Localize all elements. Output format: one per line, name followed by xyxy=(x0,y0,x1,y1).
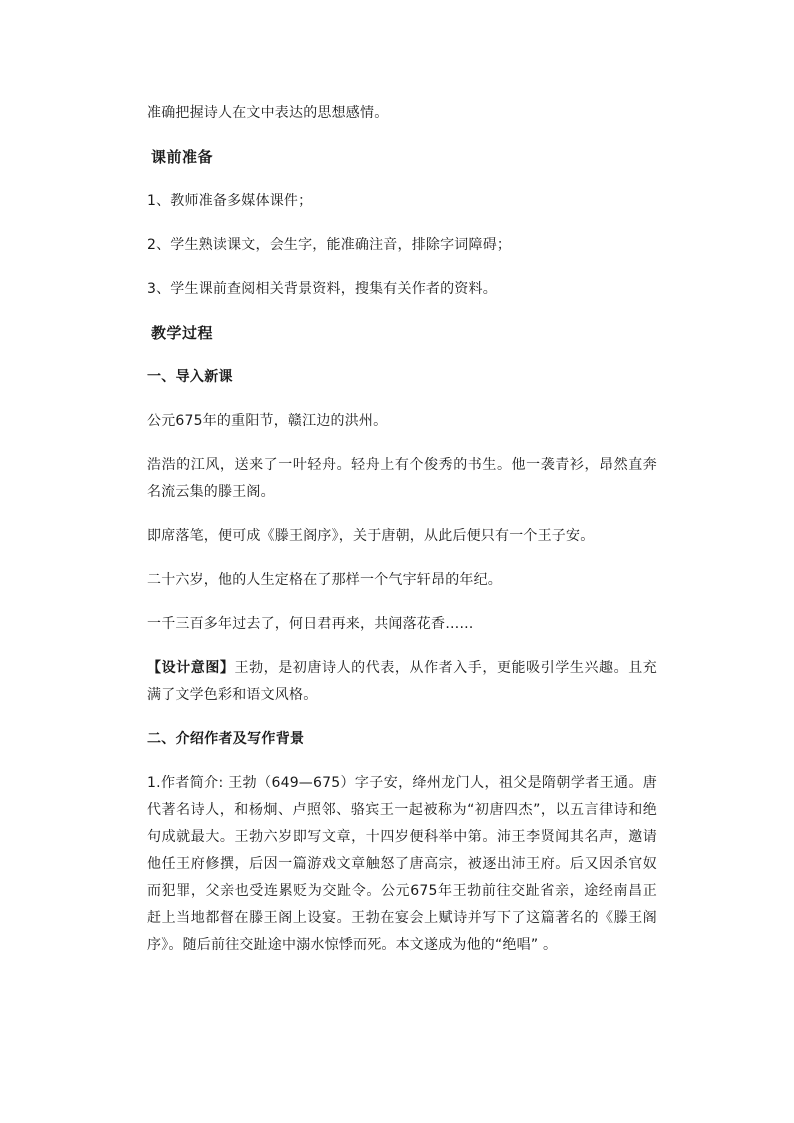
process-heading: 教学过程 xyxy=(151,324,214,342)
author-intro-paragraph: 1.作者简介: 王勃（649—675）字子安，绛州龙门人，祖父是隋朝学者王通。唐代著名诗人，和杨炯、卢照邻、骆宾王一起被称为“初唐四杰”，以五言律诗和绝句成就最大。王勃六岁即写文章，十四岁便科举中第。沛王李贤闻其名声，邀请他任王府修撰，后因一篇游戏文章触怒了唐高宗，被逐出沛王府。后又因杀官奴而犯罪，父亲也受连累贬为交趾令。公元675年王勃前往交趾省亲，途经南昌正赶上当地都督在滕王阁上设宴。王勃在宴会上赋诗并写下了这篇著名的《滕王阁序》。随后前往交趾途中溺水惊悸而死。本文遂成为他的“绝唱” 。 xyxy=(147,775,657,953)
section2-heading: 二、介绍作者及写作背景 xyxy=(147,731,305,747)
section1-paragraph-4: 二十六岁，他的人生定格在了那样一个气宇轩昂的年纪。 xyxy=(147,572,502,588)
section1-heading: 一、导入新课 xyxy=(147,369,233,385)
design-intent-paragraph xyxy=(147,655,657,709)
section1-paragraph-1: 公元675年的重阳节，赣江边的洪州。 xyxy=(147,413,388,429)
design-intent-label: 【设计意图】 xyxy=(147,660,235,676)
prep-item-2: 2、学生熟读课文，会生字，能准确注音，排除字词障碍； xyxy=(147,237,512,253)
prep-item-3: 3、学生课前查阅相关背景资料，搜集有关作者的资料。 xyxy=(147,281,497,297)
section1-paragraph-5: 一千三百多年过去了，何日君再来，共闻落花香…… xyxy=(147,616,474,632)
design-intent-text: 王勃，是初唐诗人的代表，从作者入手，更能吸引学生兴趣。且充满了文学色彩和语文风格。 xyxy=(147,660,657,703)
section1-paragraph-2: 浩浩的江风，送来了一叶轻舟。轻舟上有个俊秀的书生。他一袭青衫，昂然直奔名流云集的滕王阁。 xyxy=(147,457,657,500)
prep-item-1: 1、教师准备多媒体课件； xyxy=(147,193,313,209)
intro-line: 准确把握诗人在文中表达的思想感情。 xyxy=(147,105,389,121)
section1-paragraph-3: 即席落笔，便可成《滕王阁序》，关于唐朝，从此后便只有一个王子安。 xyxy=(147,528,595,544)
prep-heading: 课前准备 xyxy=(151,148,214,166)
document-body xyxy=(147,100,657,976)
